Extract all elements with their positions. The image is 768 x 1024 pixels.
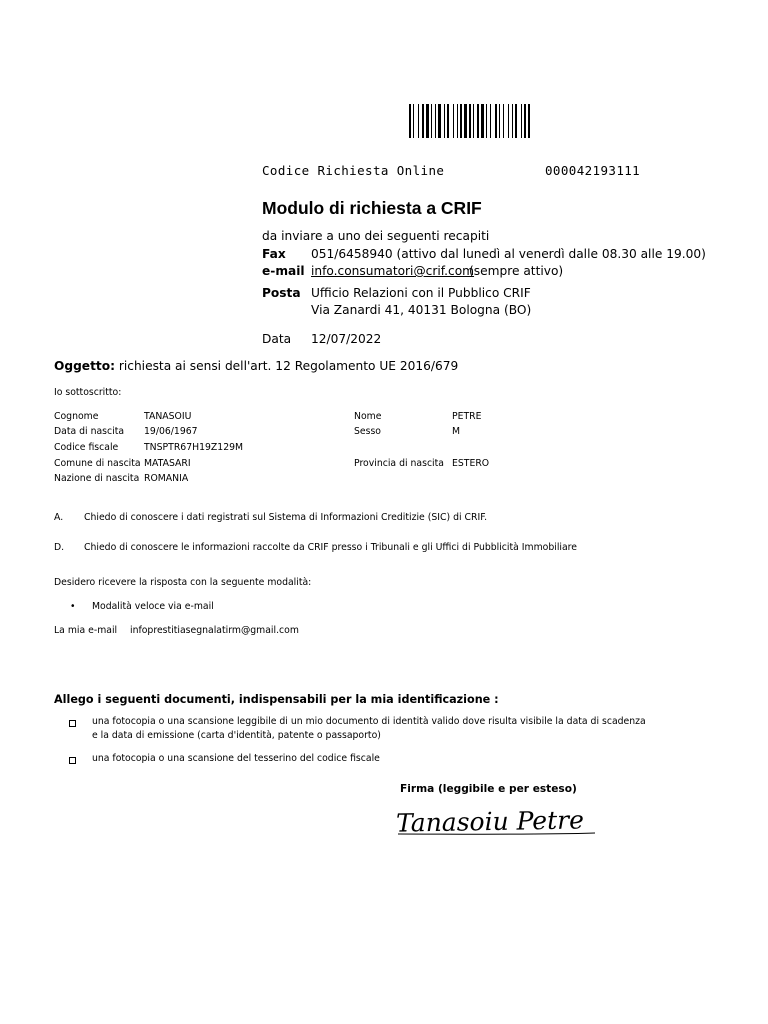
firma-label: Firma (leggibile e per esteso): [400, 783, 577, 795]
barcode-bar: [418, 104, 419, 138]
barcode-bar: [457, 104, 458, 138]
oggetto-label: Oggetto:: [54, 359, 115, 373]
allego-title: Allego i seguenti documenti, indispensabili per la mia identificazione :: [54, 693, 499, 706]
codice-richiesta-label: Codice Richiesta Online: [262, 163, 445, 178]
comune-label: Comune di nascita: [54, 458, 141, 469]
barcode-bar: [438, 104, 441, 138]
barcode-bar: [481, 104, 484, 138]
codice-richiesta-value: 000042193111: [545, 163, 641, 178]
my-email-label: La mia e-mail: [54, 625, 118, 636]
allego-item1-line1: una fotocopia o una scansione leggibile di un mio documento di identità valido dove risulta visibile la data di scadenza: [92, 716, 646, 727]
barcode-bar: [444, 104, 445, 138]
barcode-bar: [453, 104, 454, 138]
comune-value: MATASARI: [144, 458, 191, 469]
cognome-value: TANASOIU: [144, 411, 192, 422]
provincia-value: ESTERO: [452, 458, 490, 469]
my-email-value: infoprestitiasegnalatirm@gmail.com: [130, 625, 299, 636]
signature-text: Tanasoiu Petre: [395, 805, 585, 838]
nascita-value: 19/06/1967: [144, 426, 198, 437]
email-note: (sempre attivo): [469, 264, 564, 278]
page-title: Modulo di richiesta a CRIF: [262, 198, 482, 218]
bullet-icon: •: [70, 601, 76, 612]
oggetto-text: richiesta ai sensi dell'art. 12 Regolamento UE 2016/679: [118, 359, 459, 373]
oggetto-line: [54, 359, 458, 373]
barcode-bar: [460, 104, 462, 138]
handwritten-signature: [392, 800, 602, 840]
codice-fiscale-label: Codice fiscale: [54, 442, 119, 453]
intro-text: da inviare a uno dei seguenti recapiti: [262, 229, 490, 243]
request-d-letter: D.: [54, 542, 65, 553]
cognome-label: Cognome: [54, 411, 99, 422]
sesso-value: M: [452, 426, 461, 437]
sesso-label: Sesso: [354, 426, 381, 437]
allego-item2: una fotocopia o una scansione del tesserino del codice fiscale: [92, 753, 380, 764]
crif-email-link[interactable]: info.consumatori@crif.com: [311, 264, 475, 278]
barcode-bar: [486, 104, 487, 138]
checkbox-icon: [69, 757, 76, 764]
nazione-label: Nazione di nascita: [54, 473, 140, 484]
barcode-bar: [524, 104, 526, 138]
posta-line1: Ufficio Relazioni con il Pubblico CRIF: [311, 286, 531, 300]
nazione-value: ROMANIA: [144, 473, 189, 484]
barcode-bar: [464, 104, 467, 138]
barcode-bar: [508, 104, 509, 138]
barcode-bar: [422, 104, 424, 138]
barcode-bar: [473, 104, 474, 138]
posta-line2: Via Zanardi 41, 40131 Bologna (BO): [311, 303, 532, 317]
barcode: [409, 104, 657, 138]
email-label: e-mail: [262, 264, 305, 278]
barcode-bar: [426, 104, 429, 138]
barcode-bar: [503, 104, 504, 138]
response-intro: Desidero ricevere la risposta con la seguente modalità:: [54, 577, 312, 588]
checkbox-icon: [69, 720, 76, 727]
data-label: Data: [262, 332, 292, 346]
posta-label: Posta: [262, 286, 301, 300]
codice-fiscale-value: TNSPTR67H19Z129M: [144, 442, 244, 453]
sottoscritto-label: Io sottoscritto:: [54, 387, 122, 398]
nascita-label: Data di nascita: [54, 426, 125, 437]
barcode-bar: [512, 104, 513, 138]
barcode-bar: [431, 104, 432, 138]
barcode-bar: [477, 104, 479, 138]
fax-value: 051/6458940 (attivo dal lunedì al venerdì dalle 08.30 alle 19.00): [311, 247, 706, 261]
barcode-bar: [528, 104, 530, 138]
barcode-bar: [469, 104, 471, 138]
request-a-text: Chiedo di conoscere i dati registrati sul Sistema di Informazioni Creditizie (SIC) di CRIF.: [84, 512, 488, 523]
barcode-bar: [499, 104, 500, 138]
response-mode: Modalità veloce via e-mail: [92, 601, 214, 612]
barcode-bar: [435, 104, 436, 138]
barcode-bar: [495, 104, 497, 138]
request-a-letter: A.: [54, 512, 64, 523]
barcode-bar: [409, 104, 411, 138]
barcode-bar: [413, 104, 414, 138]
barcode-bar: [515, 104, 517, 138]
nome-value: PETRE: [452, 411, 482, 422]
fax-label: Fax: [262, 247, 286, 261]
allego-item1-line2: e la data di emissione (carta d'identità, patente o passaporto): [92, 730, 381, 741]
barcode-bar: [490, 104, 491, 138]
barcode-bar: [521, 104, 522, 138]
nome-label: Nome: [354, 411, 382, 422]
provincia-label: Provincia di nascita: [354, 458, 444, 469]
request-d-text: Chiedo di conoscere le informazioni raccolte da CRIF presso i Tribunali e gli Uffici di Pubblicità Immobiliare: [84, 542, 578, 553]
barcode-bar: [447, 104, 449, 138]
data-value: 12/07/2022: [311, 332, 382, 346]
